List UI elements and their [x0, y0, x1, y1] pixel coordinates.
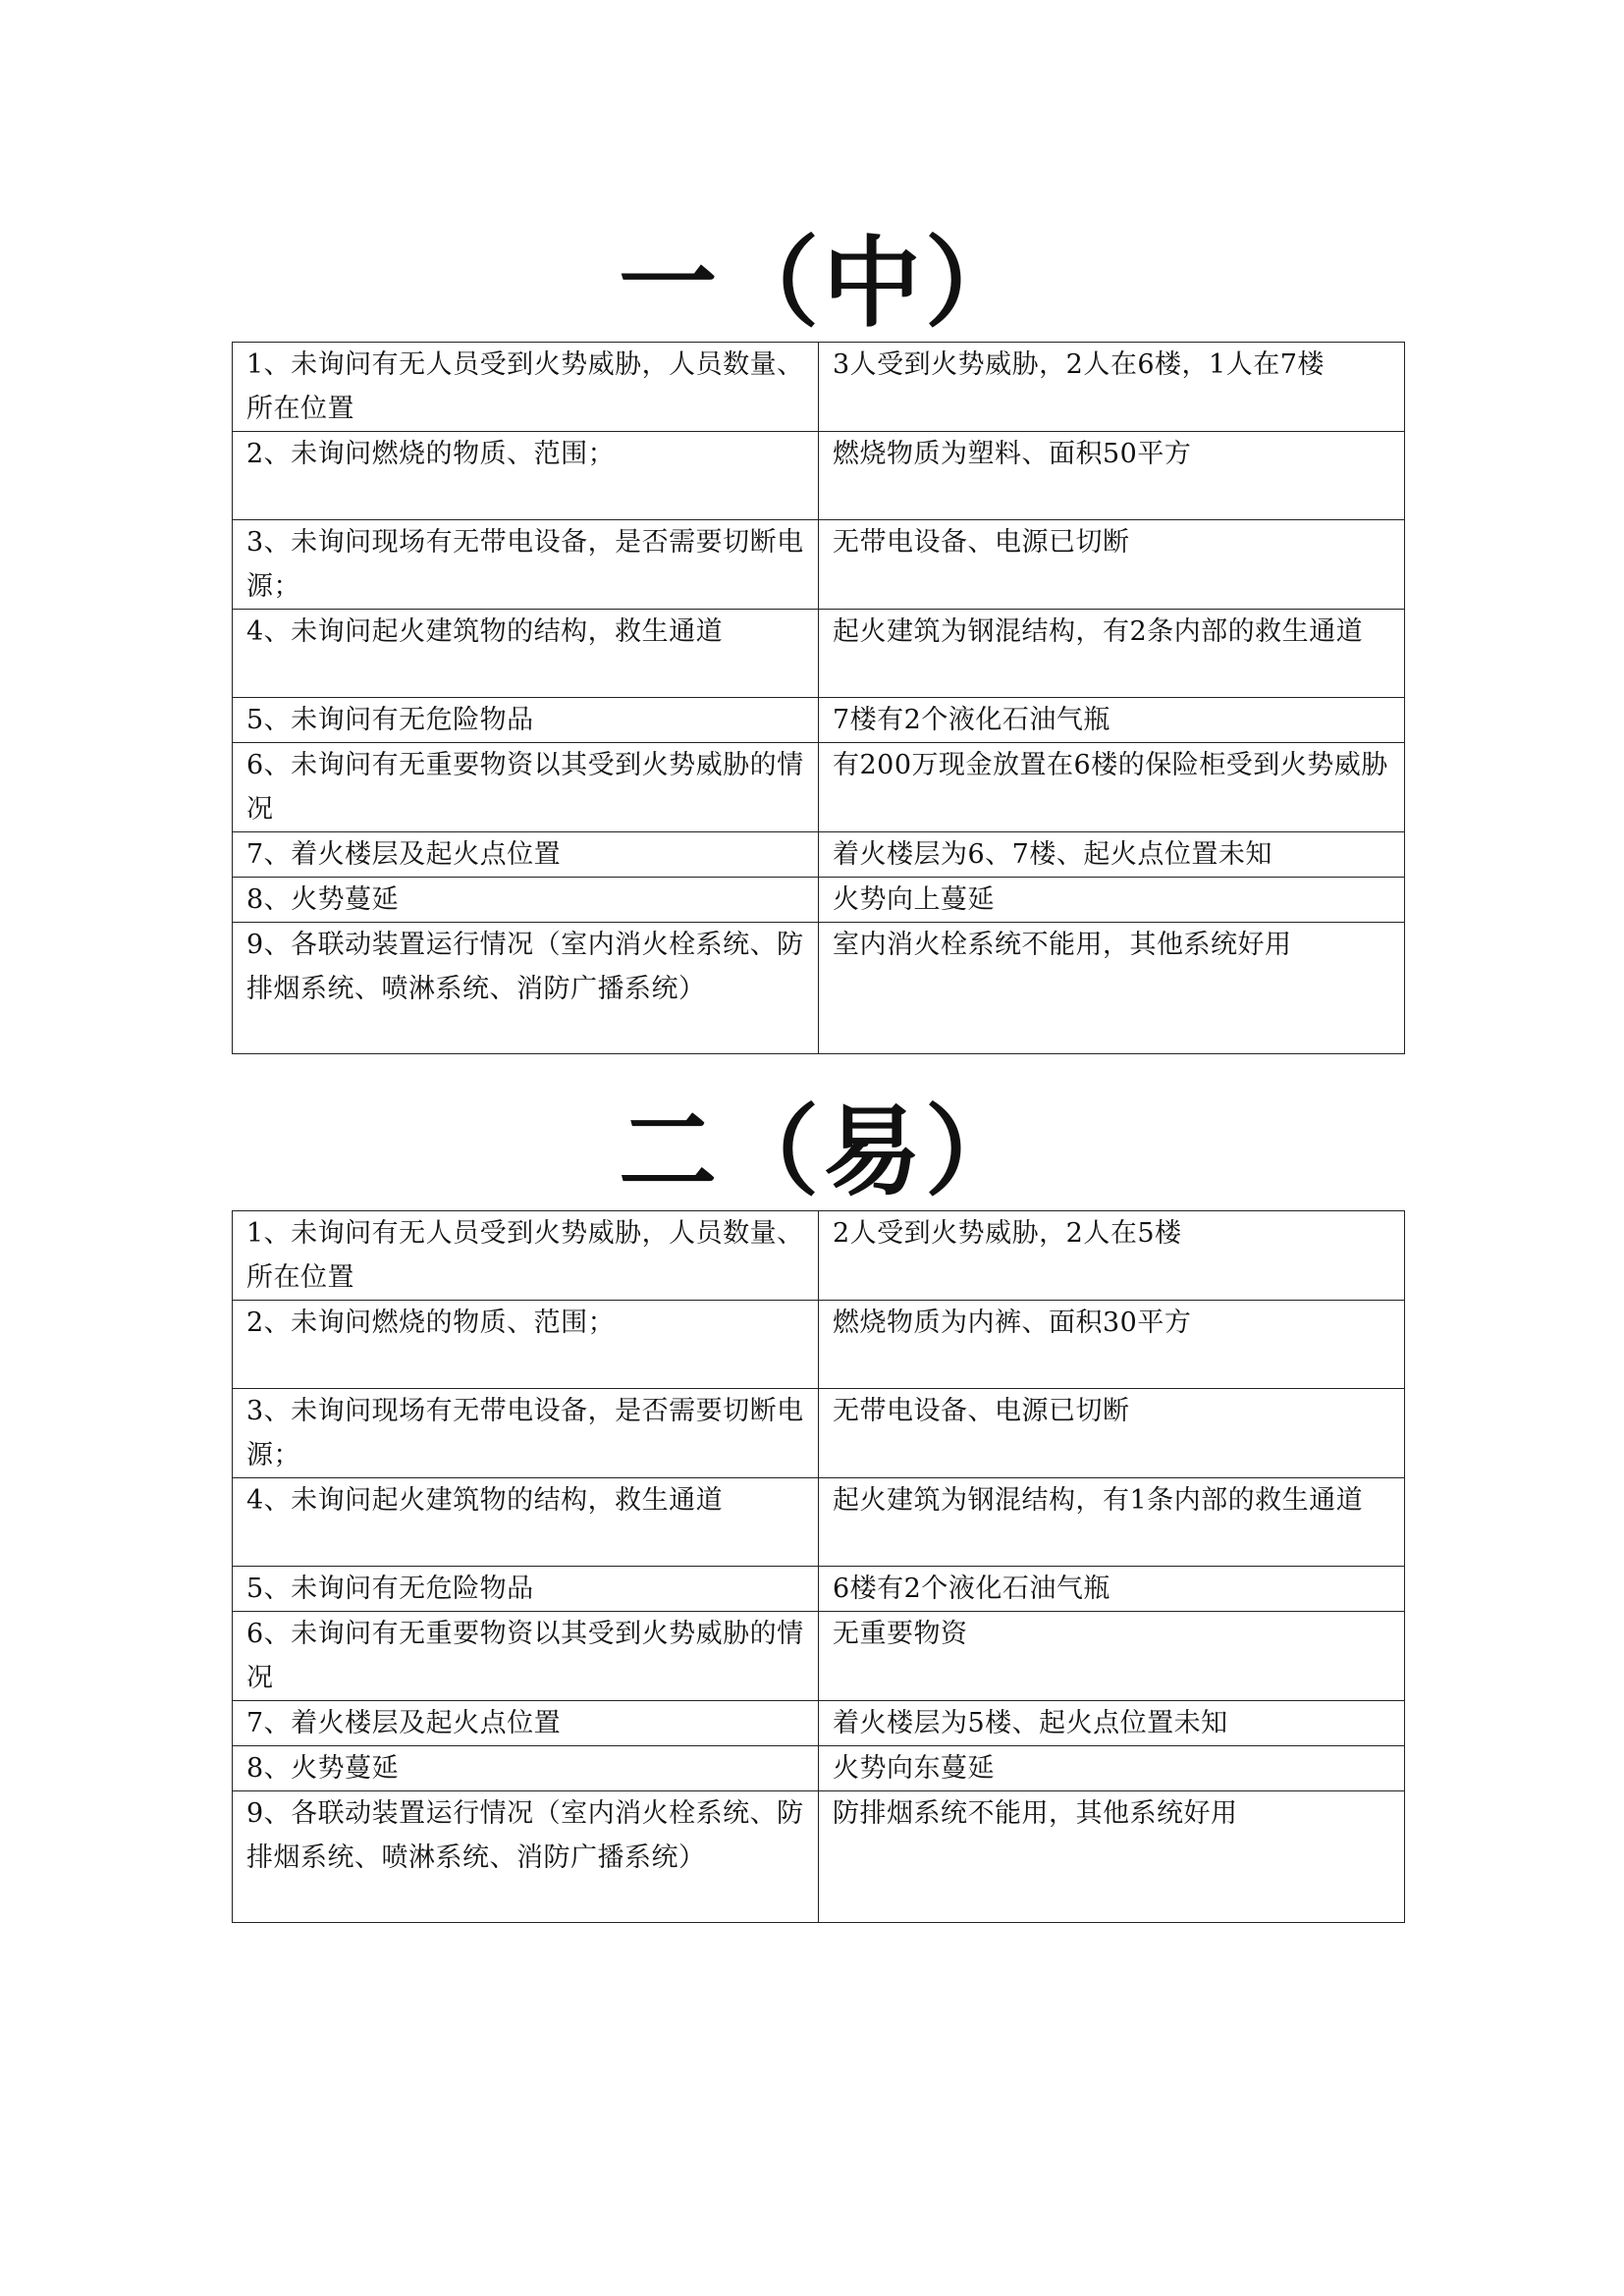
answer-cell: 防排烟系统不能用，其他系统好用 — [819, 1791, 1405, 1923]
answer-cell: 无带电设备、电源已切断 — [819, 1389, 1405, 1478]
answer-cell: 室内消火栓系统不能用，其他系统好用 — [819, 923, 1405, 1054]
table-row — [233, 1791, 1405, 1923]
answer-cell: 起火建筑为钢混结构，有2条内部的救生通道 — [819, 610, 1405, 698]
question-cell: 9、各联动装置运行情况（室内消火栓系统、防排烟系统、喷淋系统、消防广播系统） — [233, 1791, 819, 1923]
answer-cell: 6楼有2个液化石油气瓶 — [819, 1567, 1405, 1612]
question-cell: 3、未询问现场有无带电设备，是否需要切断电源； — [233, 520, 819, 610]
answer-cell: 燃烧物质为塑料、面积50平方 — [819, 432, 1405, 520]
answer-cell: 着火楼层为6、7楼、起火点位置未知 — [819, 832, 1405, 878]
answer-cell: 无带电设备、电源已切断 — [819, 520, 1405, 610]
inquiry-table — [232, 342, 1405, 1054]
answer-cell: 着火楼层为5楼、起火点位置未知 — [819, 1701, 1405, 1746]
table-row — [233, 878, 1405, 923]
inquiry-table — [232, 1210, 1405, 1923]
question-cell: 7、着火楼层及起火点位置 — [233, 1701, 819, 1746]
answer-cell: 3人受到火势威胁，2人在6楼，1人在7楼 — [819, 343, 1405, 432]
answer-cell: 火势向东蔓延 — [819, 1746, 1405, 1791]
question-cell: 7、着火楼层及起火点位置 — [233, 832, 819, 878]
answer-cell: 有200万现金放置在6楼的保险柜受到火势威胁 — [819, 743, 1405, 832]
question-cell: 4、未询问起火建筑物的结构，救生通道 — [233, 1478, 819, 1567]
question-cell: 2、未询问燃烧的物质、范围； — [233, 432, 819, 520]
question-cell: 4、未询问起火建筑物的结构，救生通道 — [233, 610, 819, 698]
table-row — [233, 1701, 1405, 1746]
table-row — [233, 343, 1405, 432]
table-row — [233, 1567, 1405, 1612]
table-row — [233, 1211, 1405, 1301]
table-row — [233, 698, 1405, 743]
table-row — [233, 1746, 1405, 1791]
question-cell: 6、未询问有无重要物资以其受到火势威胁的情况 — [233, 1612, 819, 1701]
question-cell: 1、未询问有无人员受到火势威胁，人员数量、所在位置 — [233, 343, 819, 432]
section-title: 一（中） — [619, 226, 1027, 341]
question-cell: 6、未询问有无重要物资以其受到火势威胁的情况 — [233, 743, 819, 832]
table-row — [233, 610, 1405, 698]
question-cell: 5、未询问有无危险物品 — [233, 1567, 819, 1612]
section-medium — [232, 226, 1404, 1054]
table-row — [233, 923, 1405, 1054]
section-title: 二（易） — [619, 1095, 1027, 1209]
question-cell: 3、未询问现场有无带电设备，是否需要切断电源； — [233, 1389, 819, 1478]
answer-cell: 火势向上蔓延 — [819, 878, 1405, 923]
table-row — [233, 520, 1405, 610]
question-cell: 8、火势蔓延 — [233, 878, 819, 923]
answer-cell: 起火建筑为钢混结构，有1条内部的救生通道 — [819, 1478, 1405, 1567]
answer-cell: 7楼有2个液化石油气瓶 — [819, 698, 1405, 743]
table-row — [233, 1389, 1405, 1478]
answer-cell: 无重要物资 — [819, 1612, 1405, 1701]
question-cell: 5、未询问有无危险物品 — [233, 698, 819, 743]
question-cell: 1、未询问有无人员受到火势威胁，人员数量、所在位置 — [233, 1211, 819, 1301]
table-row — [233, 1612, 1405, 1701]
answer-cell: 燃烧物质为内裤、面积30平方 — [819, 1301, 1405, 1389]
answer-cell: 2人受到火势威胁，2人在5楼 — [819, 1211, 1405, 1301]
table-row — [233, 832, 1405, 878]
question-cell: 9、各联动装置运行情况（室内消火栓系统、防排烟系统、喷淋系统、消防广播系统） — [233, 923, 819, 1054]
table-row — [233, 1478, 1405, 1567]
section-easy — [232, 1095, 1404, 1923]
table-row — [233, 1301, 1405, 1389]
table-row — [233, 743, 1405, 832]
table-row — [233, 432, 1405, 520]
question-cell: 8、火势蔓延 — [233, 1746, 819, 1791]
question-cell: 2、未询问燃烧的物质、范围； — [233, 1301, 819, 1389]
